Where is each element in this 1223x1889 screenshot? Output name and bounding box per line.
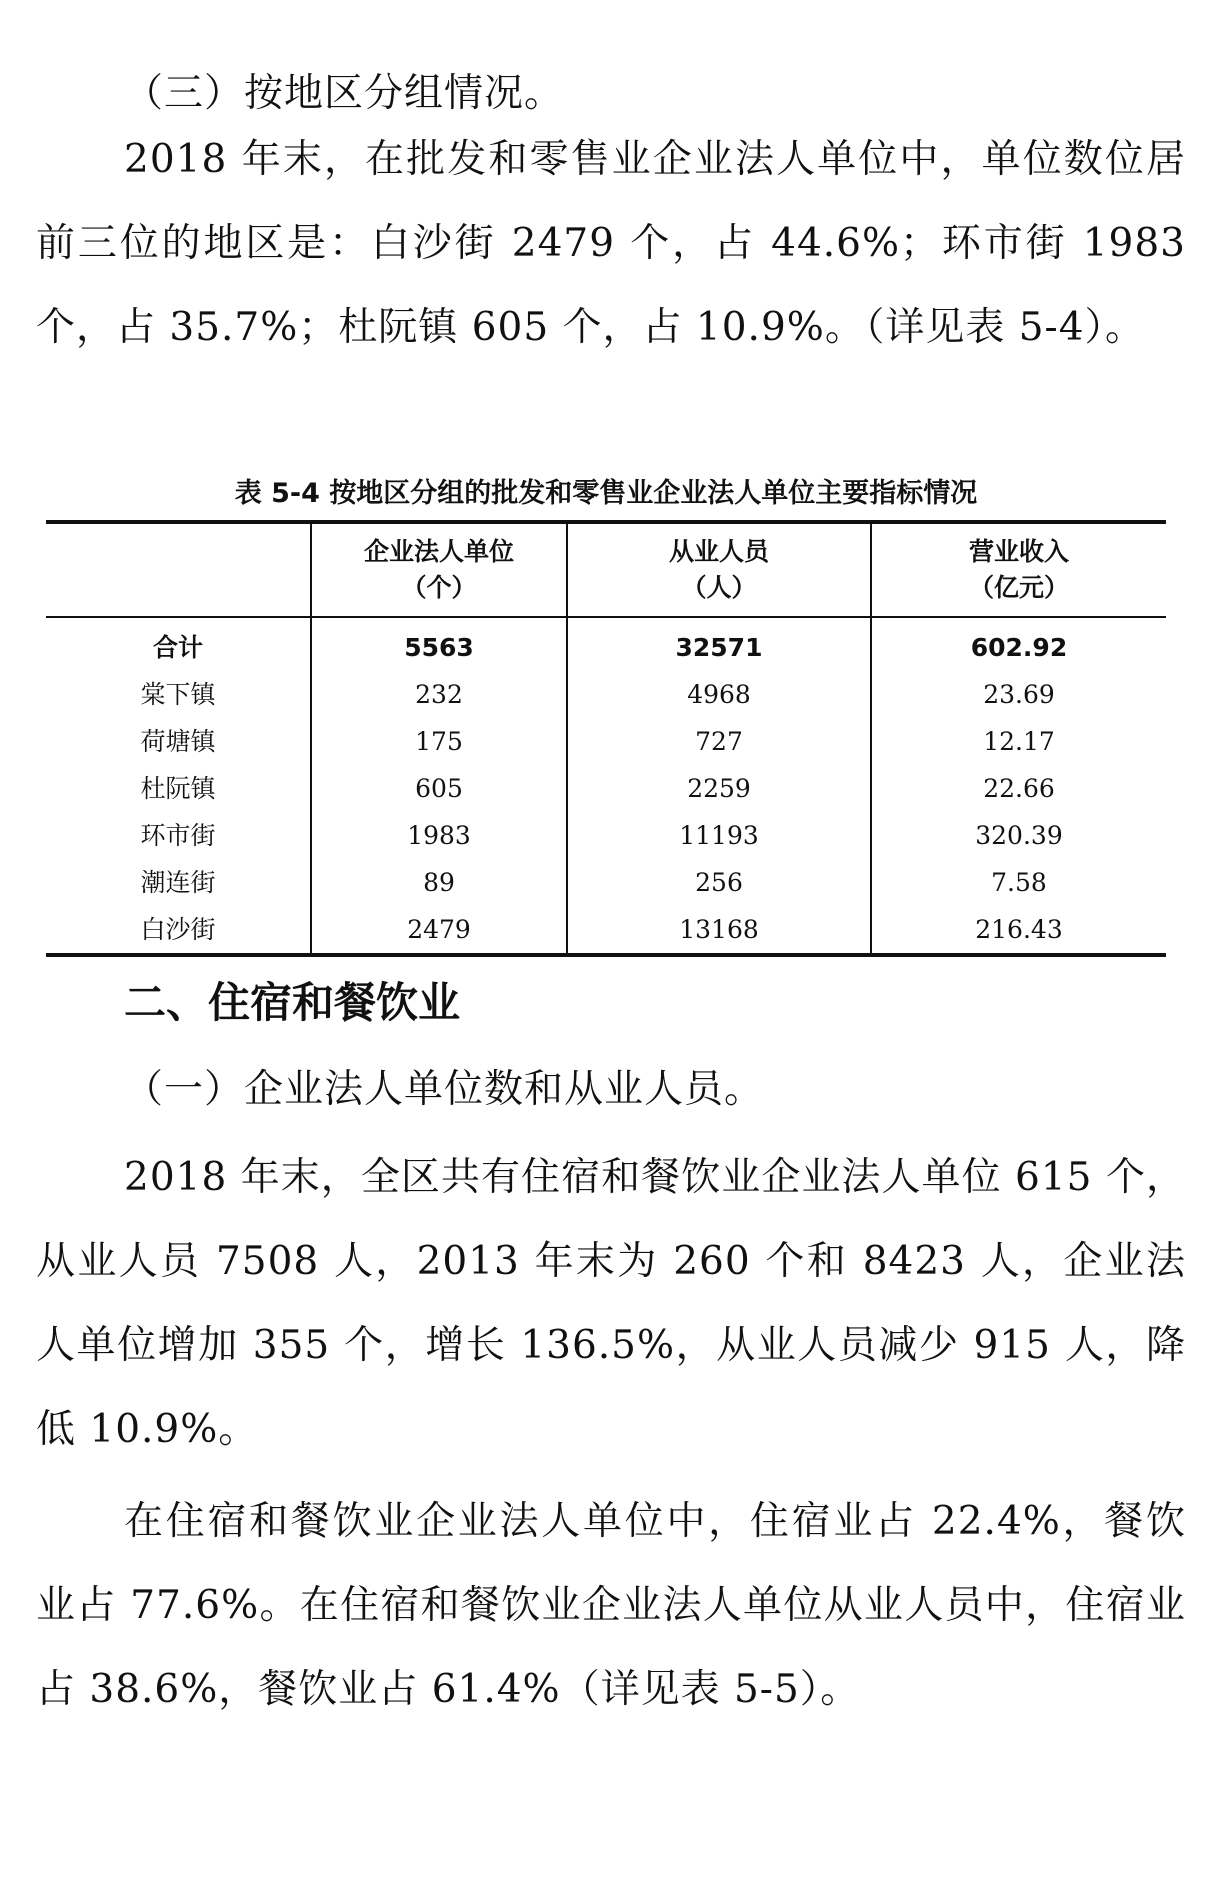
header-workers (567, 522, 871, 617)
subsection-1-paragraph-2: 在住宿和餐饮业企业法人单位中，住宿业占 22.4%，餐饮业占 77.6%。在住宿和餐饮业企业法人单位从业人员中，住宿业占 38.6%，餐饮业占 61.4%（详见表 5-5）。 (36, 1499, 1186, 1712)
cell-units: 89 (311, 859, 567, 906)
cell-workers: 256 (567, 859, 871, 906)
cell-region: 潮连街 (140, 868, 216, 897)
table-row (46, 859, 1166, 906)
section-two-heading: 二、住宿和餐饮业 (124, 978, 461, 1027)
cell-workers: 13168 (567, 906, 871, 955)
cell-units: 605 (311, 765, 567, 812)
cell-workers: 32571 (567, 617, 871, 671)
header-revenue-unit: （亿元） (968, 573, 1069, 602)
table-row-total (46, 617, 1166, 671)
cell-region: 白沙街 (46, 906, 311, 955)
table-caption: 表 5-4 按地区分组的批发和零售业企业法人单位主要指标情况 (234, 478, 978, 509)
table-header-row (46, 522, 1166, 617)
header-units (311, 522, 567, 617)
cell-workers: 11193 (567, 812, 871, 859)
cell-revenue: 22.66 (871, 765, 1166, 812)
region-indicator-table (46, 520, 1166, 957)
cell-revenue: 216.43 (871, 906, 1166, 955)
cell-units: 175 (311, 718, 567, 765)
header-region (46, 522, 311, 617)
header-units-unit: （个） (401, 573, 477, 602)
table-row (46, 906, 1166, 955)
header-units-label: 企业法人单位 (363, 537, 514, 566)
section-3-paragraph: 2018 年末，在批发和零售业企业法人单位中，单位数位居前三位的地区是：白沙街 2479 个，占 44.6%；环市街 1983 个，占 35.7%；杜阮镇 605 个，占 10.9%。（详见表 5-4）。 (36, 137, 1186, 350)
cell-workers: 727 (567, 718, 871, 765)
cell-revenue: 320.39 (871, 812, 1166, 859)
cell-workers: 4968 (567, 671, 871, 718)
section-3-heading: （三）按地区分组情况。 (124, 71, 565, 116)
cell-units: 2479 (311, 906, 567, 955)
cell-region: 环市街 (140, 821, 216, 850)
cell-region: 合计 (152, 633, 203, 662)
table-row (46, 718, 1166, 765)
table-row (46, 671, 1166, 718)
subsection-1-paragraph: 2018 年末，全区共有住宿和餐饮业企业法人单位 615 个，从业人员 7508 人，2013 年末为 260 个和 8423 人，企业法人单位增加 355 个，增长 136.5%，从业人员减少 915 人，降低 10.9%。 (36, 1155, 1186, 1452)
cell-units: 232 (311, 671, 567, 718)
cell-units: 5563 (311, 617, 567, 671)
table-row (46, 812, 1166, 859)
cell-revenue: 602.92 (871, 617, 1166, 671)
cell-region: 荷塘镇 (140, 727, 216, 756)
header-workers-label: 从业人员 (668, 537, 769, 566)
cell-units: 1983 (311, 812, 567, 859)
subsection-1-heading: （一）企业法人单位数和从业人员。 (124, 1067, 765, 1112)
header-revenue (871, 522, 1166, 617)
header-workers-unit: （人） (681, 573, 757, 602)
cell-workers: 2259 (567, 765, 871, 812)
cell-region: 杜阮镇 (140, 774, 216, 803)
cell-revenue: 23.69 (871, 671, 1166, 718)
table-row (46, 765, 1166, 812)
header-revenue-label: 营业收入 (968, 537, 1069, 566)
cell-revenue: 7.58 (871, 859, 1166, 906)
cell-region: 棠下镇 (140, 680, 216, 709)
cell-revenue: 12.17 (871, 718, 1166, 765)
